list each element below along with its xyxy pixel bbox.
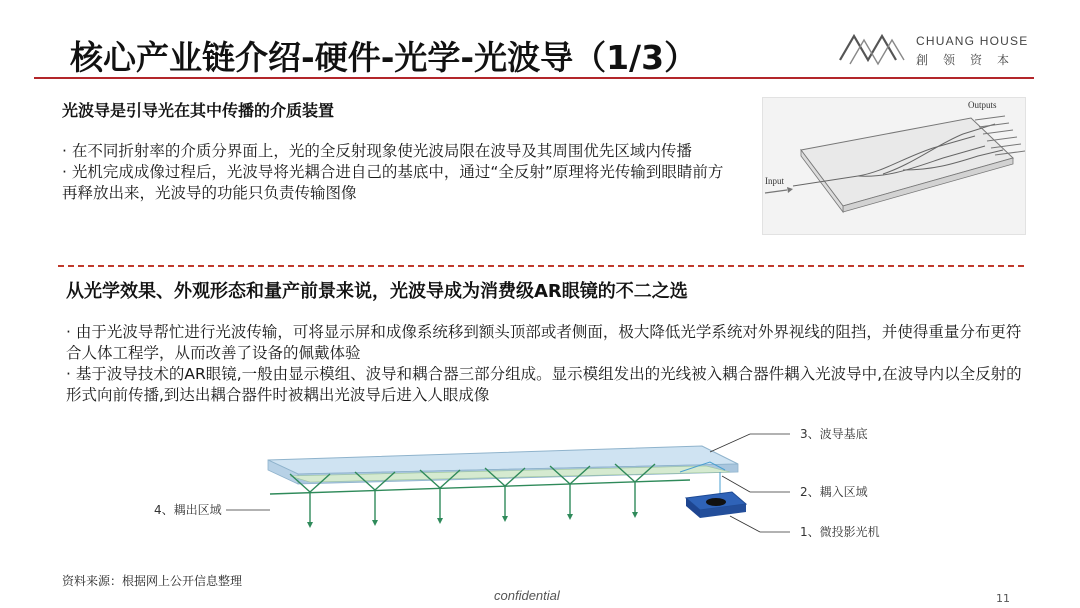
section2-heading: 从光学效果、外观形态和量产前景来说，光波导成为消费级AR眼镜的不二之选 <box>66 281 688 302</box>
section1-bullet: · 在不同折射率的介质分界面上，光的全反射现象使光波局限在波导及其周围优先区域内传播 <box>62 142 692 160</box>
page-title: 核心产业链介绍-硬件-光学-光波导（1/3） <box>70 38 698 77</box>
logo <box>838 30 1038 70</box>
section1-bullet: · 光机完成成像过程后，光波导将光耦合进自己的基底中，通过“全反射”原理将光传输到眼睛前方再释放出来，光波导的功能只负责传输图像 <box>62 163 724 202</box>
logo-mark-icon <box>838 30 910 70</box>
page-number: 11 <box>996 592 1010 605</box>
input-label: Input <box>765 176 784 186</box>
label-incoupling: 2、耦入区域 <box>800 485 868 499</box>
outputs-label: Outputs <box>968 100 997 110</box>
title-divider <box>34 77 1034 79</box>
logo-text-cn: 創领资本 <box>916 53 1025 67</box>
section1-heading: 光波导是引导光在其中传播的介质装置 <box>62 101 335 120</box>
section2-bullet: · 基于波导技术的AR眼镜,一般由显示模组、波导和耦合器三部分组成。显示模组发出的光线被入耦合器件耦入光波导中,在波导内以全反射的形式向前传播,到达出耦合器件时被耦出光波导后进入人眼成像 <box>66 365 1022 404</box>
ar-waveguide-structure-svg <box>150 412 930 552</box>
section-divider <box>58 265 1024 267</box>
source-note: 资料来源：根据网上公开信息整理 <box>62 574 243 588</box>
label-projector: 1、微投影光机 <box>800 525 880 539</box>
waveguide-diagram-svg <box>763 98 1025 234</box>
section2-bullets <box>66 322 1026 406</box>
logo-text-en: CHUANG HOUSE <box>916 34 1029 48</box>
confidential-label: confidential <box>494 588 560 603</box>
label-outcoupling: 4、耦出区域 <box>154 503 222 517</box>
ar-waveguide-structure-diagram <box>150 412 930 552</box>
section1-bullets <box>62 141 732 204</box>
label-substrate: 3、波导基底 <box>800 427 868 441</box>
section2-bullet: · 由于光波导帮忙进行光波传输，可将显示屏和成像系统移到额头顶部或者侧面，极大降低光学系统对外界视线的阻挡，并使得重量分布更符合人体工程学，从而改善了设备的佩戴体验 <box>66 323 1022 362</box>
waveguide-diagram <box>762 97 1026 235</box>
